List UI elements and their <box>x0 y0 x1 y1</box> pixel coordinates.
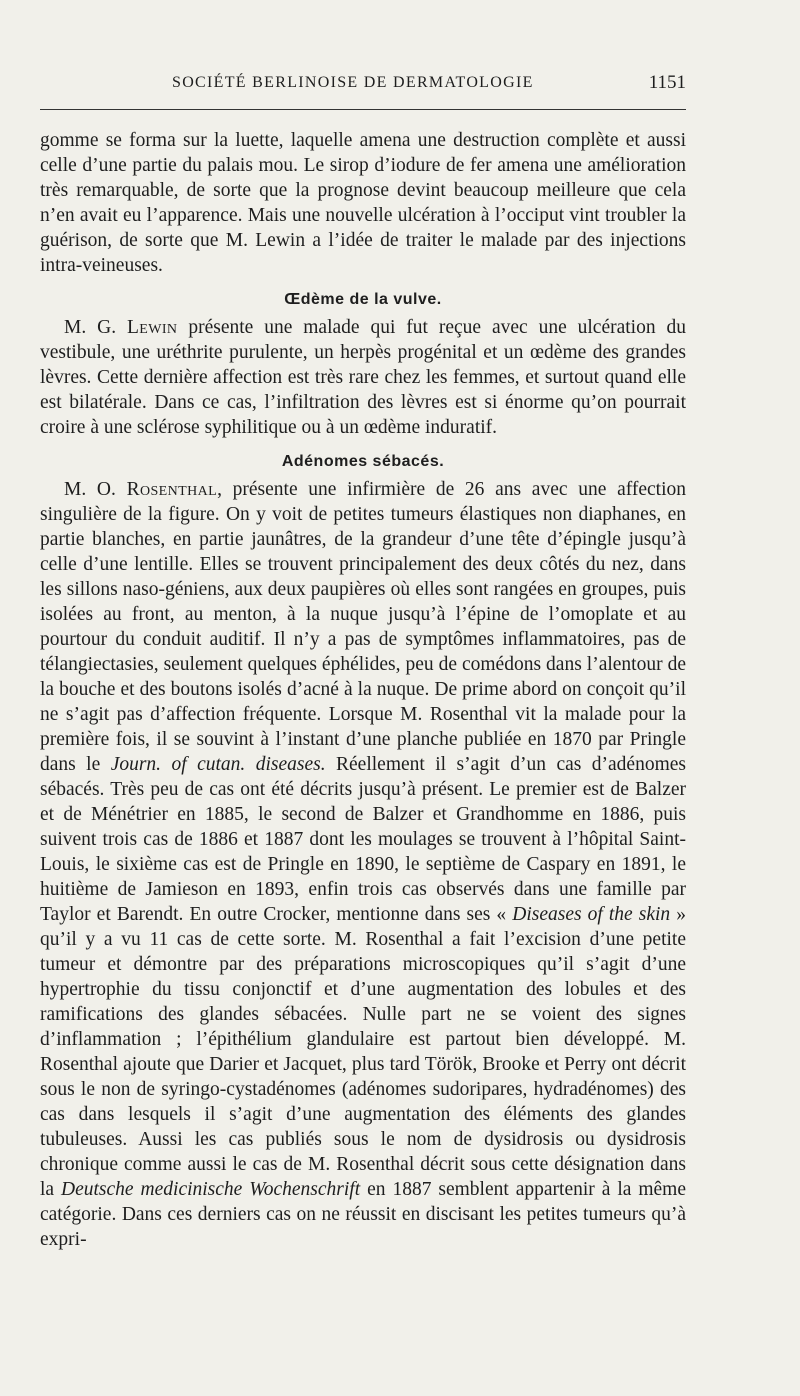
speaker-prefix: M. O. <box>64 479 127 500</box>
journal-title-1: Journ. of cutan. diseases. <box>110 754 326 775</box>
journal-title-2: Diseases of the skin <box>512 904 671 925</box>
paragraph-text-4: en 1887 semblent appartenir à la même catégorie. Dans ces derniers cas on ne réussit en discisant les petites tumeurs qu’à expri- <box>40 1179 687 1250</box>
paragraph-text: présente une malade qui fut reçue avec une ulcération du vestibule, une uréthrite purulente, un herpès progénital et un œdème des grandes lèvres. Cette dernière affection est très rare chez les femmes, et surtout quand elle est bilatérale. Dans ce cas, l’infiltration des lèvres est si énorme qu’on pourrait croire à une sclérose syphilitique ou à un œdème induratif. <box>40 317 687 438</box>
paragraph-lewin <box>40 315 686 440</box>
paragraph-rosenthal <box>40 477 686 1252</box>
speaker-prefix: M. G. <box>64 317 127 338</box>
speaker-name: Lewin <box>126 317 178 338</box>
running-head <box>40 72 686 98</box>
paragraph-text: gomme se forma sur la luette, laquelle amena une destruction complète et aussi celle d’une partie du palais mou. Le sirop d’iodure de fer amena une amélioration très remarquable, de sorte que la prognose devint beaucoup meilleure que cela n’en avait eu l’apparence. Mais une nouvelle ulcération à l’occiput vint troubler la guérison, de sorte que M. Lewin a l’idée de traiter le malade par des injections intra-veineuses. <box>40 130 686 276</box>
page-number: 1151 <box>648 72 686 93</box>
body-text <box>40 128 686 1252</box>
running-title: SOCIÉTÉ BERLINOISE DE DERMATOLOGIE <box>172 74 534 91</box>
speaker-name: Rosenthal <box>126 479 218 500</box>
journal-title-3: Deutsche medicinische Wochenschrift <box>61 1179 361 1200</box>
continued-paragraph <box>40 128 686 278</box>
section-heading-oedeme: Œdème de la vulve. <box>284 291 442 308</box>
section-heading-adenomes: Adénomes sébacés. <box>281 453 445 470</box>
paragraph-text-2: Réellement il s’agit d’un cas d’adénomes sébacés. Très peu de cas ont été décrits jusqu’à présent. Le premier est de Balzer et de Ménétrier en 1885, le second de Balzer et Grandhomme en 1886, puis suivent trois cas de 1886 et 1887 dont les moulages se trouvent à l’hôpital Saint-Louis, le sixième cas est de Pringle en 1890, le septième de Caspary en 1891, le huitième de Jamieson en 1893, enfin trois cas observés dans une famille par Taylor et Barendt. En outre Crocker, mentionne dans ses « <box>40 754 686 925</box>
header-rule <box>40 109 686 110</box>
paragraph-text-1: , présente une infirmière de 26 ans avec une affection singulière de la figure. On y voit de petites tumeurs élastiques non diaphanes, en partie blanches, en partie jaunâtres, de la grandeur d’une tête d’épingle jusqu’à celle d’une lentille. Elles se trouvent principalement des deux côtés du nez, dans les sillons naso-géniens, aux deux paupières où elles sont rangées en groupes, puis isolées au front, au menton, à la nuque jusqu’à l’épine de l’omoplate et au pourtour du conduit auditif. Il n’y a pas de symptômes inflammatoires, pas de télangiectasies, seulement quelques éphélides, peu de comédons dans l’alentour de la bouche et des boutons isolés d’acné à la nuque. De prime abord on conçoit qu’il ne s’agit pas d’affection fréquente. Lorsque M. Rosenthal vit la malade pour la première fois, il se souvint à l’instant d’une planche publiée en 1870 par Pringle dans le <box>40 479 687 775</box>
paragraph-text-3: » qu’il y a vu 11 cas de cette sorte. M. Rosenthal a fait l’excision d’une petite tumeur et démontre par des préparations microscopiques qu’il s’agit d’une hypertrophie du tissu conjonctif et d’une augmentation des lobules et des ramifications des glandes sébacées. Nulle part ne se voient des signes d’inflammation ; l’épithélium glandulaire est partout bien développé. M. Rosenthal ajoute que Darier et Jacquet, plus tard Török, Brooke et Perry ont décrit sous le non de syringo-cystadénomes (adénomes sudoripares, hydradénomes) des cas dans lesquels il s’agit d’une augmentation des éléments des glandes tubuleuses. Aussi les cas publiés sous le nom de dysidrosis ou dysidrosis chronique comme aussi le cas de M. Rosenthal décrit sous cette désignation dans la <box>40 904 687 1200</box>
